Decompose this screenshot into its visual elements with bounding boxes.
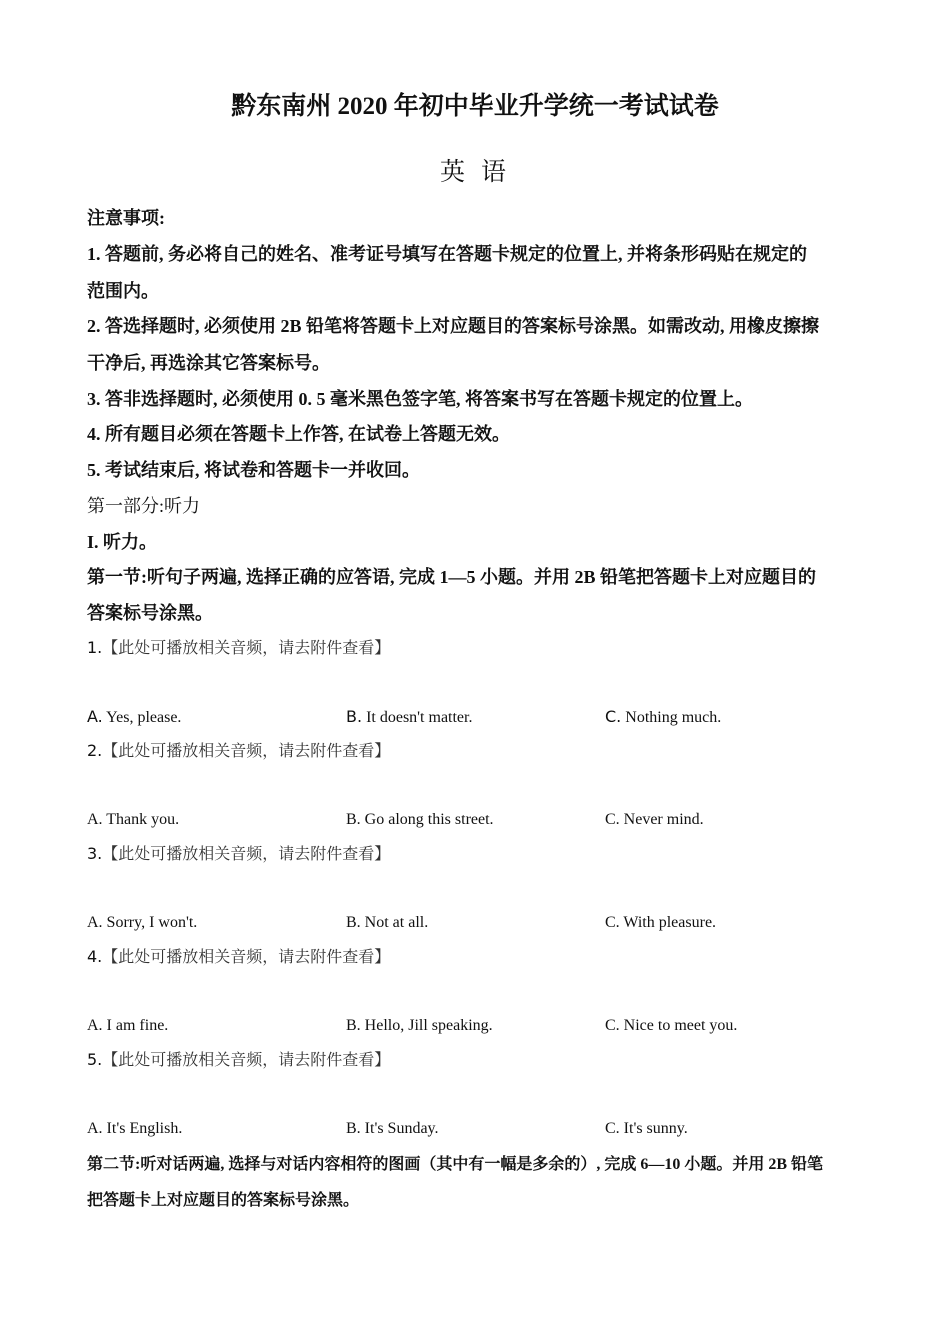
audio-placeholder[interactable]: 【此处可播放相关音频，请去附件查看】	[102, 640, 391, 657]
question-5	[87, 1049, 390, 1072]
subject-title: 英 语	[440, 157, 510, 186]
note-line: 5. 考试结束后, 将试卷和答题卡一并收回。	[87, 460, 420, 480]
part1-heading: 第一部分:听力	[87, 496, 201, 516]
audio-placeholder[interactable]: 【此处可播放相关音频，请去附件查看】	[102, 1052, 391, 1069]
audio-placeholder[interactable]: 【此处可播放相关音频，请去附件查看】	[102, 949, 391, 966]
option-c: C. Nothing much.	[605, 707, 722, 726]
question-1	[87, 637, 390, 660]
option-b: B. Not at all.	[346, 914, 429, 931]
option-a: A. I am fine.	[87, 1017, 169, 1034]
option-a: A. It's English.	[87, 1120, 183, 1137]
section2-instructions-cont: 把答题卡上对应题目的答案标号涂黑。	[87, 1192, 360, 1209]
note-line: 3. 答非选择题时, 必须使用 0. 5 毫米黑色签字笔, 将答案书写在答题卡规定的位置上。	[87, 389, 753, 409]
question-2	[87, 740, 390, 763]
note-line: 干净后, 再选涂其它答案标号。	[87, 353, 330, 373]
section2-instructions: 第二节:听对话两遍, 选择与对话内容相符的图画（其中有一幅是多余的）, 完成 6—10 小题。并用 2B 铅笔	[87, 1156, 824, 1173]
question-number: 5.	[87, 1050, 103, 1069]
option-b: B. It doesn't matter.	[346, 707, 473, 726]
option-b: B. Go along this street.	[346, 811, 494, 828]
option-a: A. Thank you.	[87, 811, 180, 828]
section1-instructions: 第一节:听句子两遍, 选择正确的应答语, 完成 1—5 小题。并用 2B 铅笔把答题卡上对应题目的	[87, 567, 816, 587]
question-4	[87, 946, 390, 969]
audio-placeholder[interactable]: 【此处可播放相关音频，请去附件查看】	[102, 743, 391, 760]
note-line: 2. 答选择题时, 必须使用 2B 铅笔将答题卡上对应题目的答案标号涂黑。如需改动, 用橡皮擦擦	[87, 316, 820, 336]
notes-heading: 注意事项:	[87, 208, 165, 228]
audio-placeholder[interactable]: 【此处可播放相关音频，请去附件查看】	[102, 846, 391, 863]
option-a: A. Sorry, I won't.	[87, 914, 198, 931]
option-b: B. It's Sunday.	[346, 1120, 439, 1137]
listening-label: I. 听力。	[87, 532, 158, 552]
note-line: 范围内。	[87, 281, 159, 301]
question-number: 2.	[87, 741, 103, 760]
option-c: C. Nice to meet you.	[605, 1017, 738, 1034]
option-b: B. Hello, Jill speaking.	[346, 1017, 493, 1034]
question-3	[87, 843, 390, 866]
note-line: 4. 所有题目必须在答题卡上作答, 在试卷上答题无效。	[87, 424, 510, 444]
option-c: C. Never mind.	[605, 811, 704, 828]
exam-title: 黔东南州 2020 年初中毕业升学统一考试试卷	[231, 93, 719, 120]
option-a: A. Yes, please.	[87, 707, 182, 726]
question-number: 4.	[87, 947, 103, 966]
section1-instructions-cont: 答案标号涂黑。	[87, 603, 213, 623]
question-number: 1.	[87, 638, 103, 657]
option-c: C. With pleasure.	[605, 914, 717, 931]
option-c: C. It's sunny.	[605, 1120, 688, 1137]
question-number: 3.	[87, 844, 103, 863]
note-line: 1. 答题前, 务必将自己的姓名、准考证号填写在答题卡规定的位置上, 并将条形码贴在规定的	[87, 244, 807, 264]
